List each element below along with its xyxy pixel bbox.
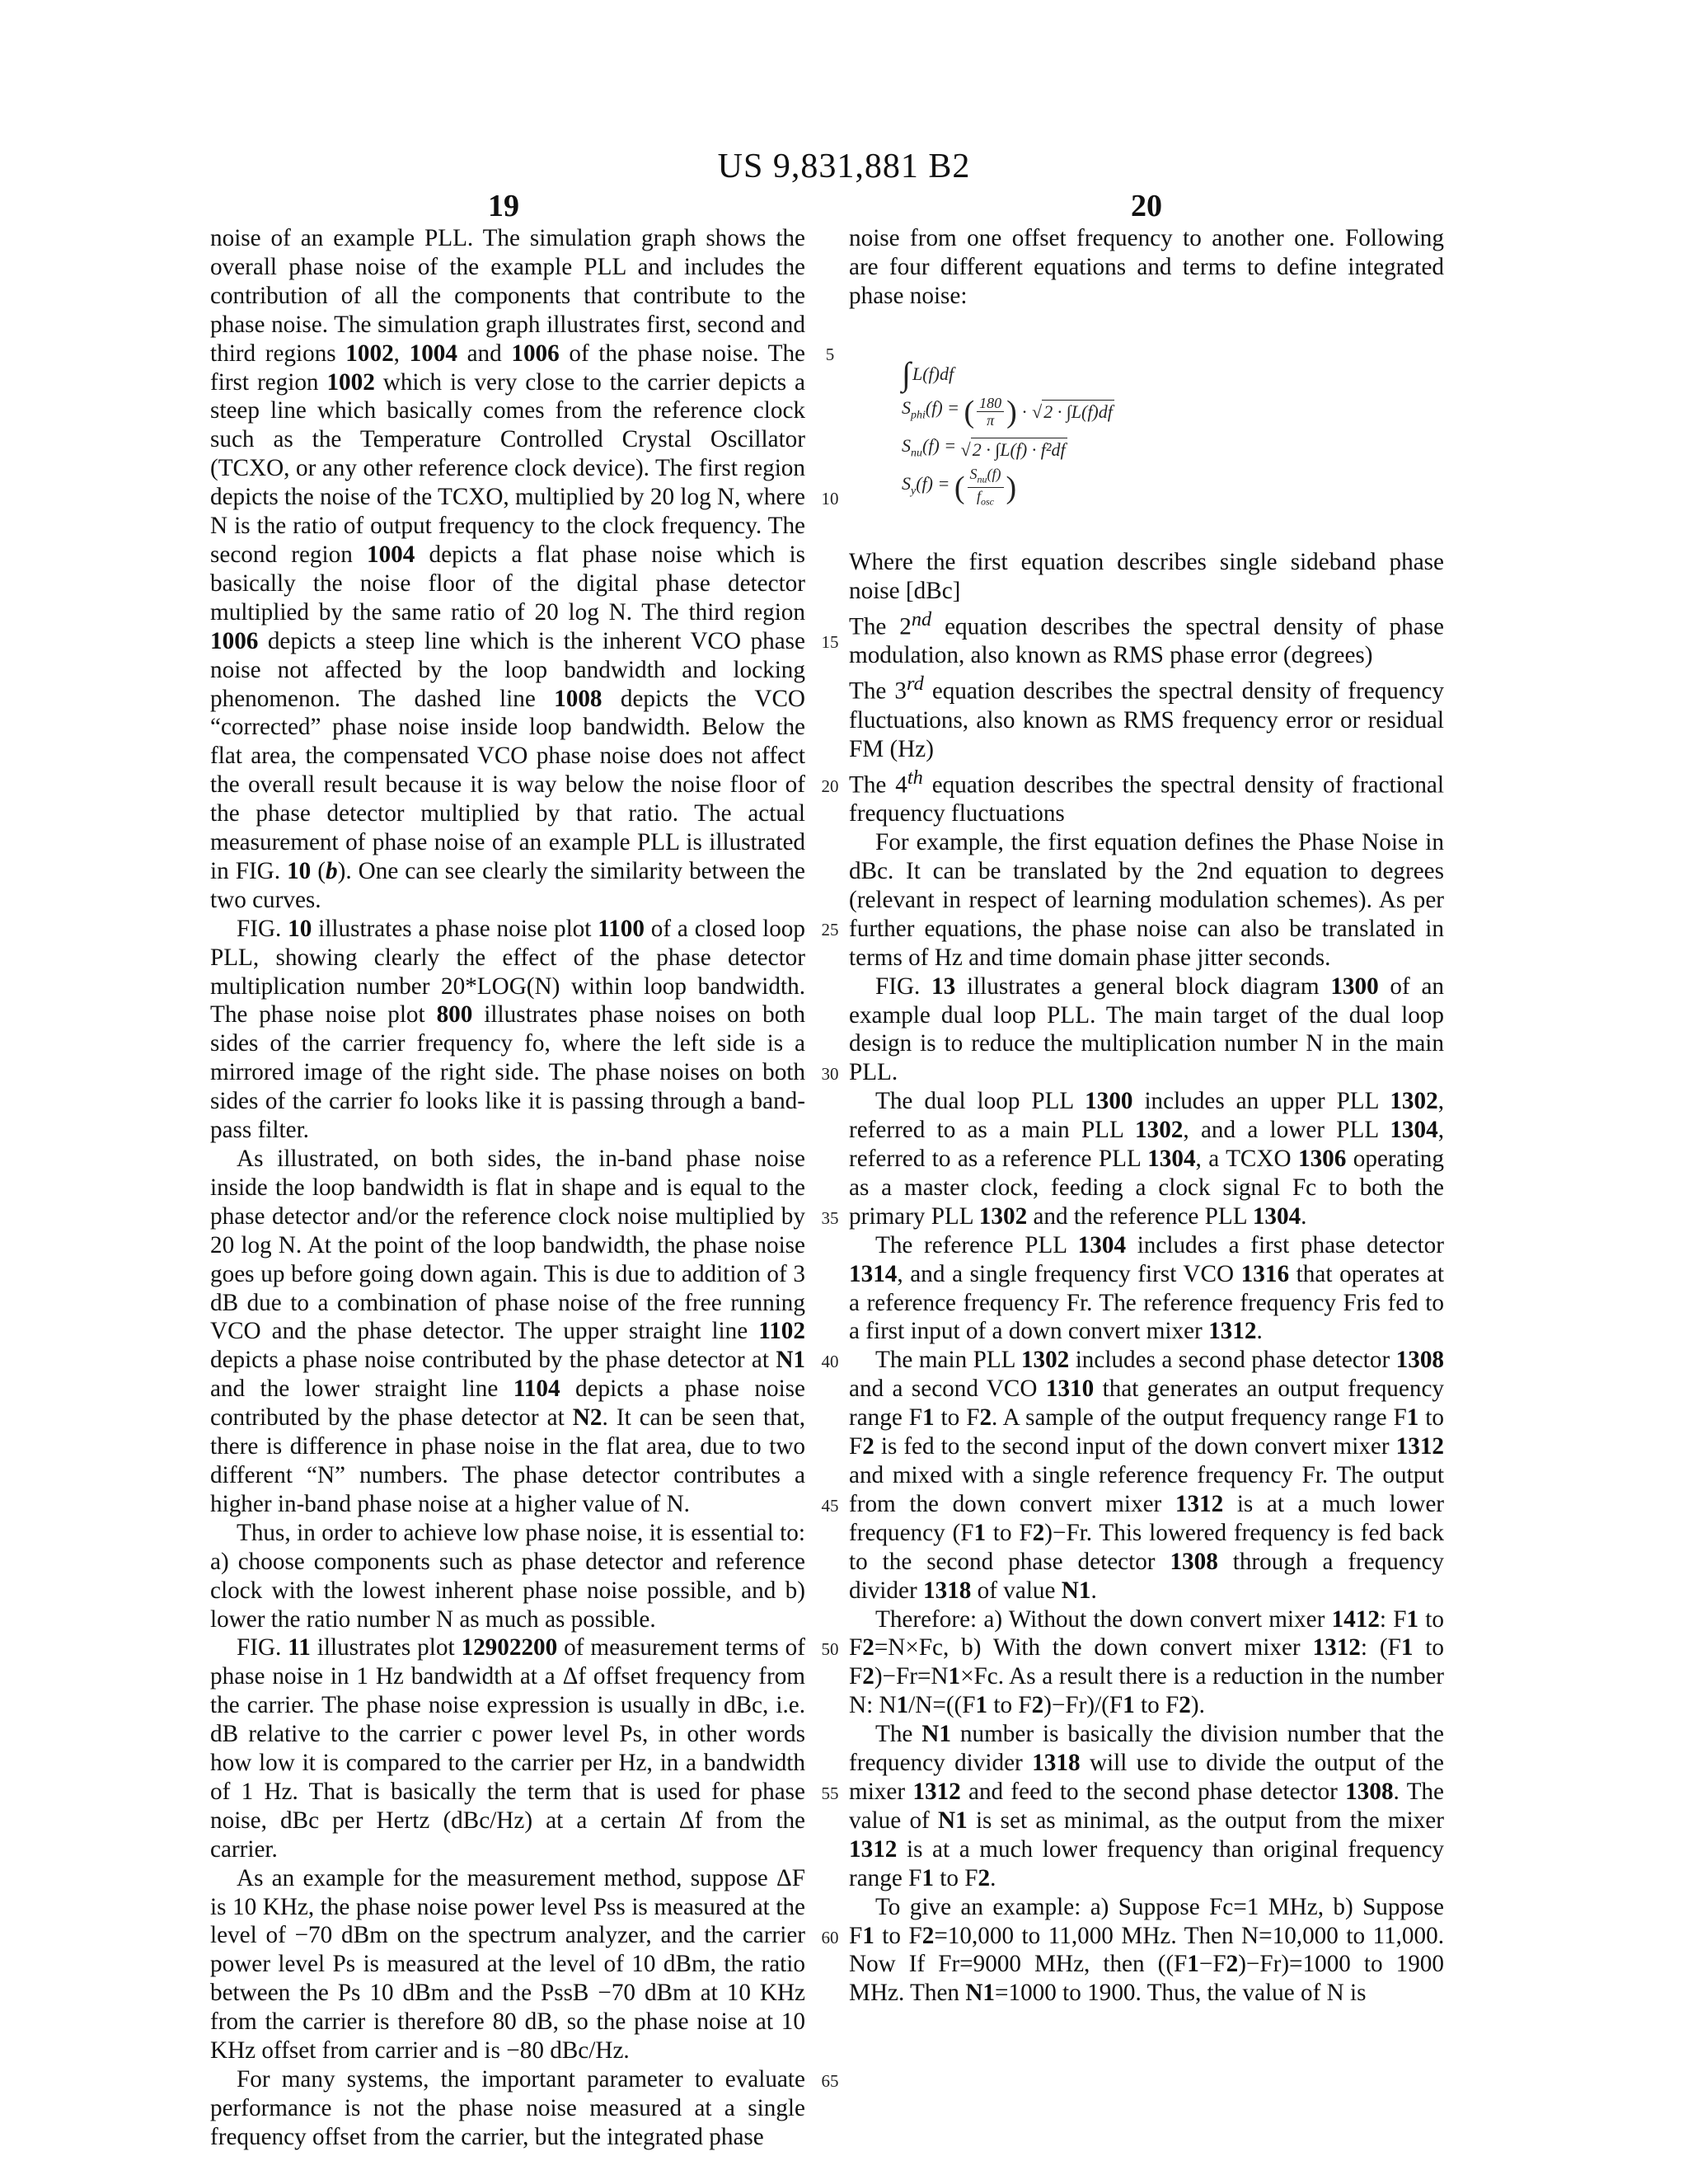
equation-2: $S_{phi}(f)$ = ( $\frac{180}{\pi}$ ) · √ 2 · ∫L(f)df xyxy=(902,394,1113,429)
line-number: 10 xyxy=(821,488,839,509)
right-column xyxy=(849,224,1444,2008)
left-paragraph: As an example for the measurement method, suppose ΔF is 10 KHz, the phase noise power level Pss is measured at the level of −70 dBm on the spectrum analyzer, and the carrier power level Ps is measured at the level of 10 dBm, the ratio between the Ps 10 dBm and the PssB −70 dBm at 10 KHz from the carrier is therefore 80 dB, so the phase noise at 10 KHz offset from carrier and is −80 dBc/Hz. xyxy=(210,1864,805,2064)
line-number: 30 xyxy=(821,1064,839,1084)
right-column-body xyxy=(849,548,1444,2008)
left-column xyxy=(210,224,805,2152)
left-paragraph: FIG. 11 illustrates plot 12902200 of measurement terms of phase noise in 1 Hz bandwidth at a Δf offset frequency from the carrier. The phase noise expression is usually in dBc, i.e. dB relative to the carrier c power level Ps, in other words how low it is compared to the carrier per Hz, in a bandwidth of 1 Hz. That is basically the term that is used for phase noise, dBc per Hertz (dBc/Hz) at a certain Δf from the carrier. xyxy=(210,1634,805,1863)
equation-block xyxy=(902,355,1444,507)
page-number-left: 19 xyxy=(488,189,519,223)
right-paragraph: The 3rd equation describes the spectral density of frequency fluctuations, also known as RMS frequency error or residual FM (Hz) xyxy=(849,673,1444,762)
left-paragraph: noise of an example PLL. The simulation graph shows the overall phase noise of the example PLL and includes the contribution of all the components that contribute to the phase noise. The simulation graph illustrates first, second and third regions 1002, 1004 and 1006 of the phase noise. The first region 1002 which is very close to the carrier depicts a steep line which basically comes from the reference clock such as the Temperature Controlled Crystal Oscillator (TCXO, or any other reference clock device). The first region depicts the noise of the TCXO, multiplied by 20 log N, where N is the ratio of output frequency to the clock frequency. The second region 1004 depicts a flat phase noise which is basically the noise floor of the digital phase detector multiplied by the same ratio of 20 log N. The third region 1006 depicts a steep line which is the inherent VCO phase noise not affected by the loop bandwidth and locking phenomenon. The dashed line 1008 depicts the VCO “corrected” phase noise inside loop bandwidth. Below the flat area, the compensated VCO phase noise does not affect the overall result because it is way below the noise floor of the phase detector multiplied by that ratio. The actual measurement of phase noise of an example PLL is illustrated in FIG. 10 (b). One can see clearly the similarity between the two curves. xyxy=(210,225,806,913)
right-paragraph: To give an example: a) Suppose Fc=1 MHz, b) Suppose F1 to F2=10,000 to 11,000 MHz. Then N=10,000 to 11,000. Now If Fr=9000 MHz, then ((F1−F2)−Fr)=1000 to 1900 MHz. Then N1=1000 to 1900. Thus, the value of N is xyxy=(849,1893,1445,2007)
right-column-intro: noise from one offset frequency to another one. Following are four different equations and terms to define integrated phase noise: xyxy=(849,225,1444,309)
line-number: 25 xyxy=(821,920,839,940)
right-paragraph: The 4th equation describes the spectral density of fractional frequency fluctuations xyxy=(849,766,1444,827)
line-number: 15 xyxy=(821,632,839,653)
right-paragraph: The N1 number is basically the division number that the frequency divider 1318 will use to divide the output of the mixer 1312 and feed to the second phase detector 1308. The value of N1 is set as minimal, as the output from the mixer 1312 is at a much lower frequency than original frequency range F1 to F2. xyxy=(849,1721,1444,1891)
left-paragraph: Thus, in order to achieve low phase noise, it is essential to: a) choose components such as phase detector and reference clock with the lowest inherent phase noise possible, and b) lower the ratio number N as much as possible. xyxy=(210,1519,805,1633)
line-number: 45 xyxy=(821,1495,839,1516)
equation-1: ∫ L(f)df xyxy=(902,354,954,392)
left-paragraph: As illustrated, on both sides, the in-band phase noise inside the loop bandwidth is flat in shape and is equal to the phase detector and/or the reference clock noise multiplied by 20 log N. At the point of the loop bandwidth, the phase noise goes up before going down again. This is due to addition of 3 dB due to a combination of phase noise of the free running VCO and the phase detector. The upper straight line 1102 depicts a phase noise contributed by the phase detector at N1 and the lower straight line 1104 depicts a phase noise contributed by the phase detector at N2. It can be seen that, there is difference in phase noise in the flat area, due to two different “N” numbers. The phase detector contributes a higher in-band phase noise at a higher value of N. xyxy=(210,1146,806,1517)
line-number: 20 xyxy=(821,776,839,796)
equation-3: $S_{nu}(f)$ = √ 2 · ∫L(f) · f²df xyxy=(902,435,1066,461)
right-paragraph: Therefore: a) Without the down convert mixer 1412: F1 to F2=N×Fc, b) With the down convert mixer 1312: (F1 to F2)−Fr=N1×Fc. As a result there is a reduction in the number N: N1/N=((F1 to F2)−Fr)/(F1 to F2). xyxy=(849,1605,1445,1719)
line-number: 55 xyxy=(821,1783,839,1803)
line-number: 35 xyxy=(821,1207,839,1228)
page-number-right: 20 xyxy=(1131,189,1162,223)
left-paragraph: FIG. 10 illustrates a phase noise plot 1100 of a closed loop PLL, showing clearly the effect of the phase detector multiplication number 20*LOG(N) within loop bandwidth. The phase noise plot 800 illustrates phase noises on both sides of the carrier frequency fo, where the left side is a mirrored image of the right side. The phase noises on both sides of the carrier fo looks like it is passing through a band-pass filter. xyxy=(210,915,805,1144)
right-paragraph: The reference PLL 1304 includes a first phase detector 1314, and a single frequency first VCO 1316 that operates at a reference frequency Fr. The reference frequency Fris fed to a first input of a down convert mixer 1312. xyxy=(849,1231,1444,1345)
line-number: 50 xyxy=(821,1639,839,1660)
line-number: 60 xyxy=(821,1927,839,1947)
equation-4: $S_y(f)$ = ( $\frac{S_{nu}(f)}{f_{osc}}$ ) xyxy=(902,465,1017,508)
right-paragraph: Where the first equation describes single sideband phase noise [dBc] xyxy=(849,548,1444,604)
right-paragraph: The 2nd equation describes the spectral density of phase modulation, also known as RMS phase error (degrees) xyxy=(849,607,1444,669)
line-number: 40 xyxy=(821,1352,839,1372)
right-paragraph: FIG. 13 illustrates a general block diagram 1300 of an example dual loop PLL. The main target of the dual loop design is to reduce the multiplication number N in the main PLL. xyxy=(849,972,1444,1086)
right-paragraph: The main PLL 1302 includes a second phase detector 1308 and a second VCO 1310 that generates an output frequency range F1 to F2. A sample of the output frequency range F1 to F2 is fed to the second input of the down convert mixer 1312 and mixed with a single reference frequency Fr. The output from the down convert mixer 1312 is at a much lower frequency (F1 to F2)−Fr. This lowered frequency is fed back to the second phase detector 1308 through a frequency divider 1318 of value N1. xyxy=(849,1347,1444,1604)
left-paragraph: For many systems, the important parameter to evaluate performance is not the phase noise measured at a single frequency offset from the carrier, but the integrated phase xyxy=(210,2066,805,2150)
right-paragraph: For example, the first equation defines the Phase Noise in dBc. It can be translated by the 2nd equation to degrees (relevant in respect of learning modulation schemes). As per further equations, the phase noise can also be translated in terms of Hz and time domain phase jitter seconds. xyxy=(849,829,1444,971)
line-number: 5 xyxy=(825,344,835,364)
patent-number: US 9,831,881 B2 xyxy=(717,148,971,185)
right-paragraph: The dual loop PLL 1300 includes an upper PLL 1302, referred to as a main PLL 1302, and a lower PLL 1304, referred to as a reference PLL 1304, a TCXO 1306 operating as a master clock, feeding a clock signal Fc to both the primary PLL 1302 and the reference PLL 1304. xyxy=(849,1088,1444,1230)
line-number: 65 xyxy=(821,2071,839,2092)
